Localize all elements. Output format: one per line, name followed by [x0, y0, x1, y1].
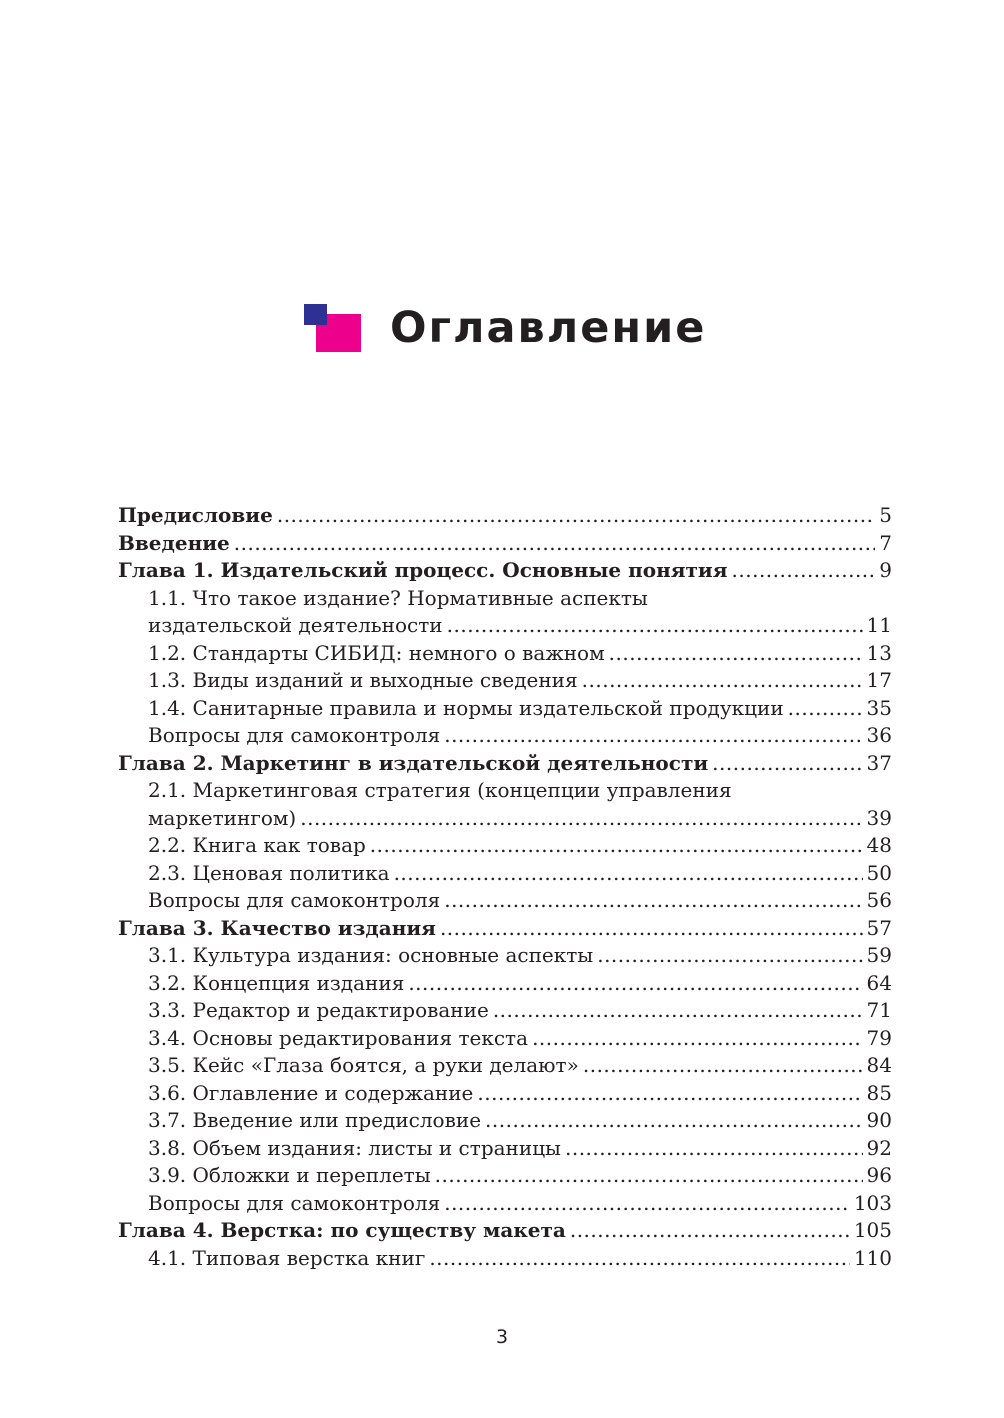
- toc-entry-label: 3.1. Культура издания: основные аспекты: [148, 943, 594, 967]
- toc-leader-dots: [234, 530, 875, 558]
- toc-leader-dots: [408, 970, 862, 998]
- toc-entry-label: Введение: [118, 530, 230, 555]
- page-heading: [304, 298, 706, 358]
- toc-entry-page: 39: [866, 805, 892, 830]
- toc-section-entry[interactable]: [118, 970, 892, 998]
- toc-entry-page: 92: [866, 1135, 892, 1160]
- toc-section-entry[interactable]: [118, 777, 892, 805]
- toc-leader-dots: [597, 942, 862, 970]
- toc-entry-label: 3.5. Кейс «Глаза боятся, а руки делают»: [148, 1053, 579, 1077]
- toc-section-entry[interactable]: [118, 832, 892, 860]
- toc-entry-label: 3.7. Введение или предисловие: [148, 1108, 482, 1132]
- toc-leader-dots: [447, 612, 863, 640]
- toc-section-entry[interactable]: [118, 667, 892, 695]
- toc-leader-dots: [788, 695, 863, 723]
- toc-entry-label: 1.2. Стандарты СИБИД: немного о важном: [148, 640, 605, 665]
- toc-section-entry[interactable]: [118, 1052, 892, 1080]
- toc-entry-label: 1.3. Виды изданий и выходные сведения: [148, 668, 578, 692]
- toc-section-entry[interactable]: [118, 997, 892, 1025]
- toc-entry-page: 36: [866, 723, 892, 747]
- toc-entry-label: издательской деятельности: [148, 613, 443, 637]
- toc-entry-page: 84: [866, 1053, 892, 1077]
- toc-entry-label: 2.1. Маркетинговая стратегия (концепции управления: [148, 778, 732, 802]
- toc-section-entry[interactable]: [118, 1080, 892, 1108]
- toc-leader-dots: [444, 1190, 850, 1218]
- toc-entry-label: Глава 1. Издательский процесс. Основные понятия: [118, 558, 728, 582]
- toc-leader-dots: [300, 805, 862, 833]
- toc-section-entry[interactable]: [118, 1025, 892, 1053]
- toc-leader-dots: [444, 887, 862, 915]
- toc-section-entry[interactable]: [118, 942, 892, 970]
- toc-entry-page: 85: [866, 1080, 892, 1105]
- page-number: 3: [495, 1326, 509, 1348]
- table-of-contents: [118, 502, 892, 1272]
- toc-entry-label: 3.8. Объем издания: листы и страницы: [148, 1135, 561, 1160]
- toc-entry-label: 4.1. Типовая верстка книг: [148, 1245, 426, 1270]
- toc-entry-page: 5: [879, 503, 892, 527]
- toc-leader-dots: [444, 722, 862, 750]
- toc-chapter-entry[interactable]: [118, 502, 892, 530]
- toc-section-entry[interactable]: [118, 1135, 892, 1163]
- toc-leader-dots: [532, 1025, 862, 1053]
- toc-entry-label: Вопросы для самоконтроля: [148, 723, 441, 747]
- toc-section-entry[interactable]: [118, 805, 892, 833]
- toc-leader-dots: [493, 997, 863, 1025]
- toc-leader-dots: [440, 915, 863, 943]
- toc-entry-label: 2.3. Ценовая политика: [148, 860, 390, 885]
- toc-chapter-entry[interactable]: [118, 557, 892, 585]
- toc-entry-label: маркетингом): [148, 805, 297, 830]
- toc-entry-label: Вопросы для самоконтроля: [148, 888, 441, 912]
- toc-chapter-entry[interactable]: [118, 915, 892, 943]
- toc-entry-page: 96: [866, 1163, 892, 1187]
- toc-entry-label: 3.3. Редактор и редактирование: [148, 998, 489, 1022]
- toc-leader-dots: [712, 750, 862, 778]
- toc-entry-label: Глава 3. Качество издания: [118, 915, 436, 940]
- toc-leader-dots: [609, 640, 863, 668]
- toc-leader-dots: [394, 860, 863, 888]
- toc-leader-dots: [477, 1080, 862, 1108]
- toc-leader-dots: [732, 557, 876, 585]
- toc-section-entry[interactable]: [118, 1162, 892, 1190]
- toc-entry-page: 13: [866, 640, 892, 665]
- toc-leader-dots: [435, 1162, 863, 1190]
- toc-chapter-entry[interactable]: [118, 530, 892, 558]
- toc-leader-dots: [582, 667, 863, 695]
- toc-section-entry[interactable]: [118, 612, 892, 640]
- toc-entry-page: 35: [866, 695, 892, 720]
- toc-entry-label: Вопросы для самоконтроля: [148, 1190, 441, 1215]
- blue-square-icon: [304, 304, 327, 325]
- squares-logo-icon: [304, 304, 362, 352]
- toc-entry-page: 59: [866, 943, 892, 967]
- toc-entry-label: 3.2. Концепция издания: [148, 970, 405, 995]
- toc-entry-page: 7: [879, 530, 892, 555]
- toc-entry-label: Глава 2. Маркетинг в издательской деятельности: [118, 750, 709, 775]
- toc-section-entry[interactable]: [118, 640, 892, 668]
- toc-leader-dots: [429, 1245, 850, 1273]
- toc-leader-dots: [583, 1052, 863, 1080]
- toc-section-entry[interactable]: [118, 887, 892, 915]
- toc-entry-page: 56: [866, 888, 892, 912]
- toc-entry-label: Глава 4. Верстка: по существу макета: [118, 1218, 566, 1242]
- toc-section-entry[interactable]: [118, 1190, 892, 1218]
- toc-entry-page: 64: [866, 970, 892, 995]
- toc-entry-page: 103: [853, 1190, 892, 1215]
- toc-section-entry[interactable]: [118, 1107, 892, 1135]
- toc-section-entry[interactable]: [118, 722, 892, 750]
- toc-entry-label: Предисловие: [118, 503, 273, 527]
- toc-entry-page: 48: [866, 833, 892, 857]
- toc-entry-page: 37: [866, 750, 892, 775]
- toc-chapter-entry[interactable]: [118, 750, 892, 778]
- toc-leader-dots: [277, 502, 875, 530]
- toc-leader-dots: [485, 1107, 863, 1135]
- toc-entry-page: 57: [866, 915, 892, 940]
- toc-section-entry[interactable]: [118, 585, 892, 613]
- toc-entry-label: 2.2. Книга как товар: [148, 833, 366, 857]
- toc-leader-dots: [570, 1217, 850, 1245]
- toc-entry-page: 9: [879, 558, 892, 582]
- toc-entry-page: 105: [853, 1218, 892, 1242]
- toc-entry-label: 3.4. Основы редактирования текста: [148, 1025, 529, 1050]
- page-title: Оглавление: [390, 303, 707, 353]
- toc-entry-label: 3.6. Оглавление и содержание: [148, 1080, 474, 1105]
- toc-entry-label: 1.1. Что такое издание? Нормативные аспекты: [148, 585, 648, 610]
- toc-entry-page: 90: [866, 1108, 892, 1132]
- toc-entry-page: 71: [866, 998, 892, 1022]
- toc-entry-page: 17: [866, 668, 892, 692]
- toc-leader-dots: [565, 1135, 863, 1163]
- toc-chapter-entry[interactable]: [118, 1217, 892, 1245]
- toc-entry-label: 1.4. Санитарные правила и нормы издательской продукции: [148, 695, 784, 720]
- toc-section-entry[interactable]: [118, 1245, 892, 1273]
- toc-section-entry[interactable]: [118, 860, 892, 888]
- toc-entry-page: 110: [853, 1245, 892, 1270]
- toc-entry-page: 50: [866, 860, 892, 885]
- toc-entry-page: 79: [866, 1025, 892, 1050]
- toc-entry-page: 11: [866, 613, 892, 637]
- toc-leader-dots: [370, 832, 863, 860]
- toc-section-entry[interactable]: [118, 695, 892, 723]
- toc-entry-label: 3.9. Обложки и переплеты: [148, 1163, 431, 1187]
